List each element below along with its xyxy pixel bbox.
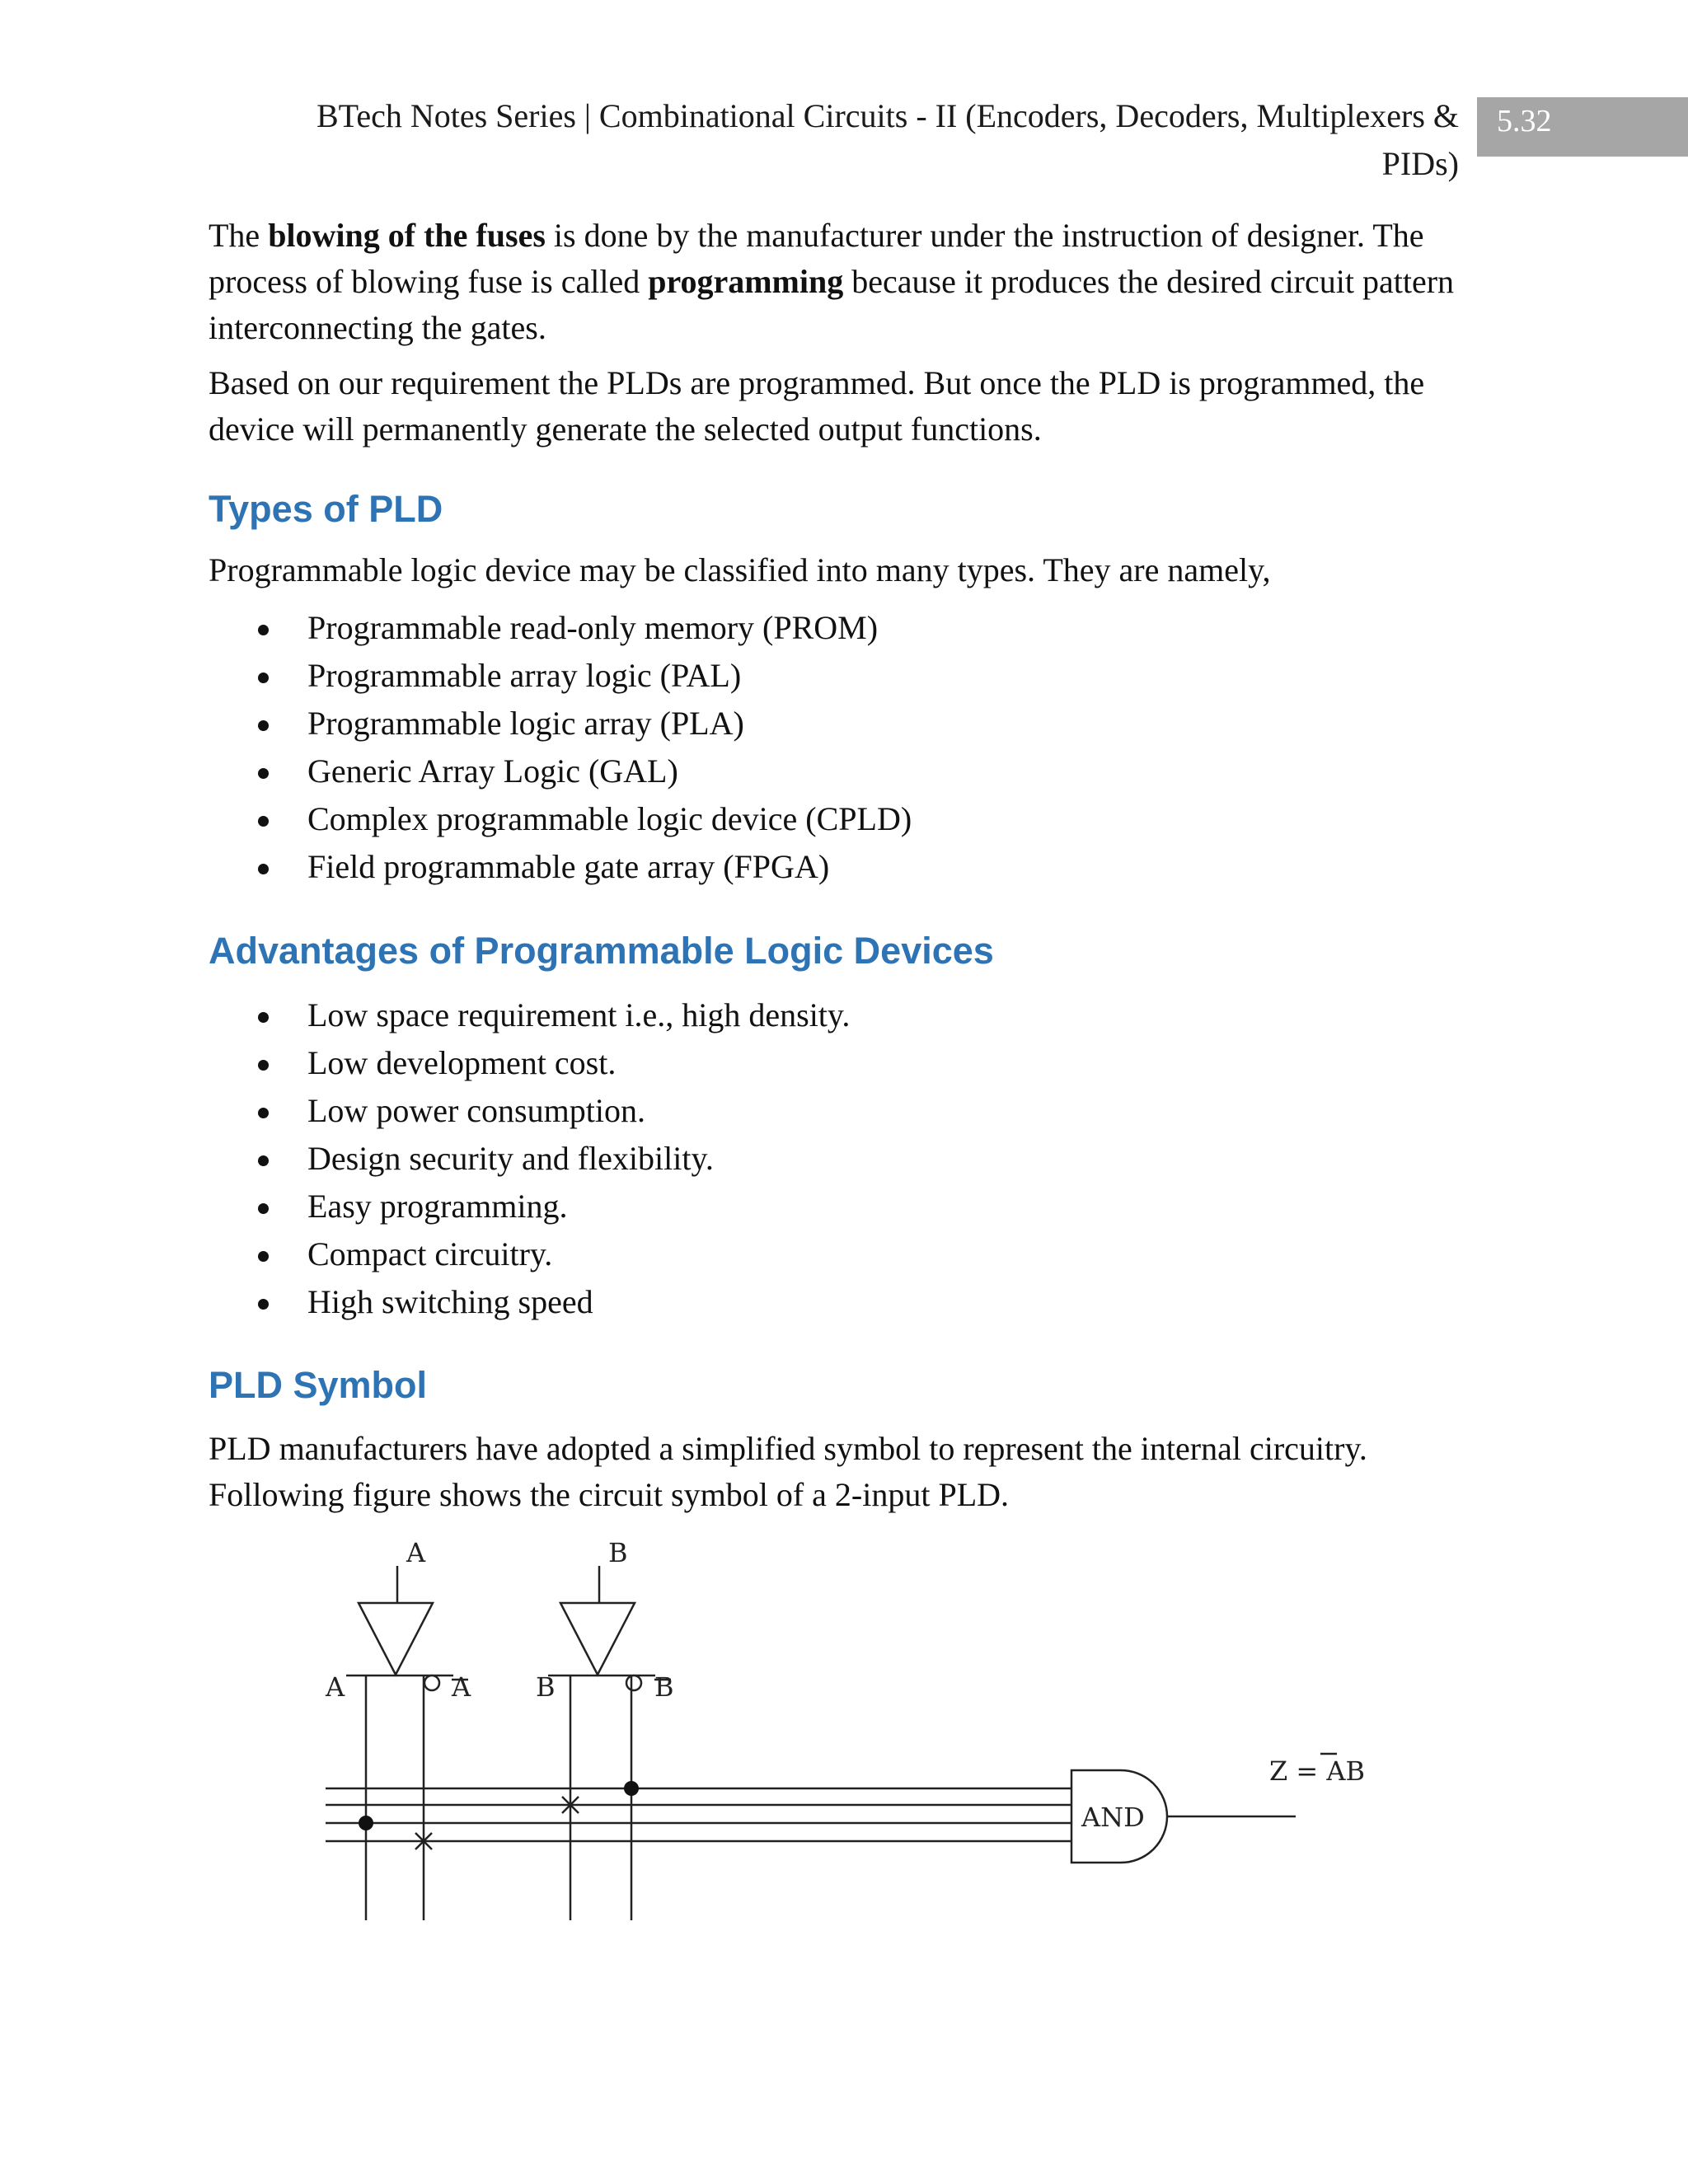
advantages-list-item: Low development cost. [209,1039,850,1087]
buffer-a-triangle [359,1603,433,1675]
heading-pld-symbol: PLD Symbol [209,1364,428,1406]
heading-advantages: Advantages of Programmable Logic Devices [209,930,994,972]
label-input-a: A [406,1537,426,1568]
connection-dot-b-bar [624,1781,639,1796]
connection-dot-a [359,1816,373,1830]
label-input-b: B [608,1537,628,1568]
types-list-item: Generic Array Logic (GAL) [209,748,912,795]
types-list-item: Programmable logic array (PLA) [209,700,912,748]
page-number-badge: 5.32 [1477,97,1688,157]
label-true-a: A [326,1671,345,1703]
page-header [206,92,1459,188]
advantages-list-item: Low power consumption. [209,1087,850,1135]
symbol-paragraph: PLD manufacturers have adopted a simplified symbol to represent the internal circuitry. Following figure shows the circuit symbol of a 2-input PLD. [209,1430,1367,1513]
buffer-b-triangle [560,1603,635,1675]
advantages-list-item: Low space requirement i.e., high density. [209,991,850,1039]
label-output: Z = AB [1269,1755,1366,1787]
advantages-list-item: High switching speed [209,1278,850,1326]
label-and-gate: AND [1081,1802,1145,1833]
inverter-bubble-a [424,1675,439,1690]
bold-term-blowing: blowing of the fuses [268,217,546,254]
advantages-list-item: Compact circuitry. [209,1230,850,1278]
inverter-bubble-b [626,1675,641,1690]
types-list-item: Programmable read-only memory (PROM) [209,604,912,652]
types-list-item: Field programmable gate array (FPGA) [209,843,912,891]
heading-types-of-pld: Types of PLD [209,488,443,530]
label-comp-b: B [654,1671,674,1703]
types-intro: Programmable logic device may be classified into many types. They are namely, [209,551,1271,588]
advantages-list [209,991,850,1326]
label-comp-a: A [452,1671,471,1703]
pld-symbol-diagram [297,1533,1393,1929]
types-list-item: Programmable array logic (PAL) [209,652,912,700]
intro-paragraph-2: Based on our requirement the PLDs are programmed. But once the PLD is programmed, the device will permanently generate the selected output functions. [209,364,1425,448]
types-list-item: Complex programmable logic device (CPLD) [209,795,912,843]
advantages-list-item: Design security and flexibility. [209,1135,850,1183]
bold-term-programming: programming [648,263,844,300]
header-line-2: PIDs) [1381,145,1459,182]
label-true-b: B [536,1671,556,1703]
types-list [209,604,912,891]
advantages-list-item: Easy programming. [209,1183,850,1230]
header-line-1: BTech Notes Series | Combinational Circuits - II (Encoders, Decoders, Multiplexers & [316,97,1459,134]
intro-paragraph-1: The blowing of the fuses is done by the manufacturer under the instruction of designer. The process of blowing fuse is called programming because it produces the desired circuit pattern interconnecting the gates. [209,217,1455,346]
